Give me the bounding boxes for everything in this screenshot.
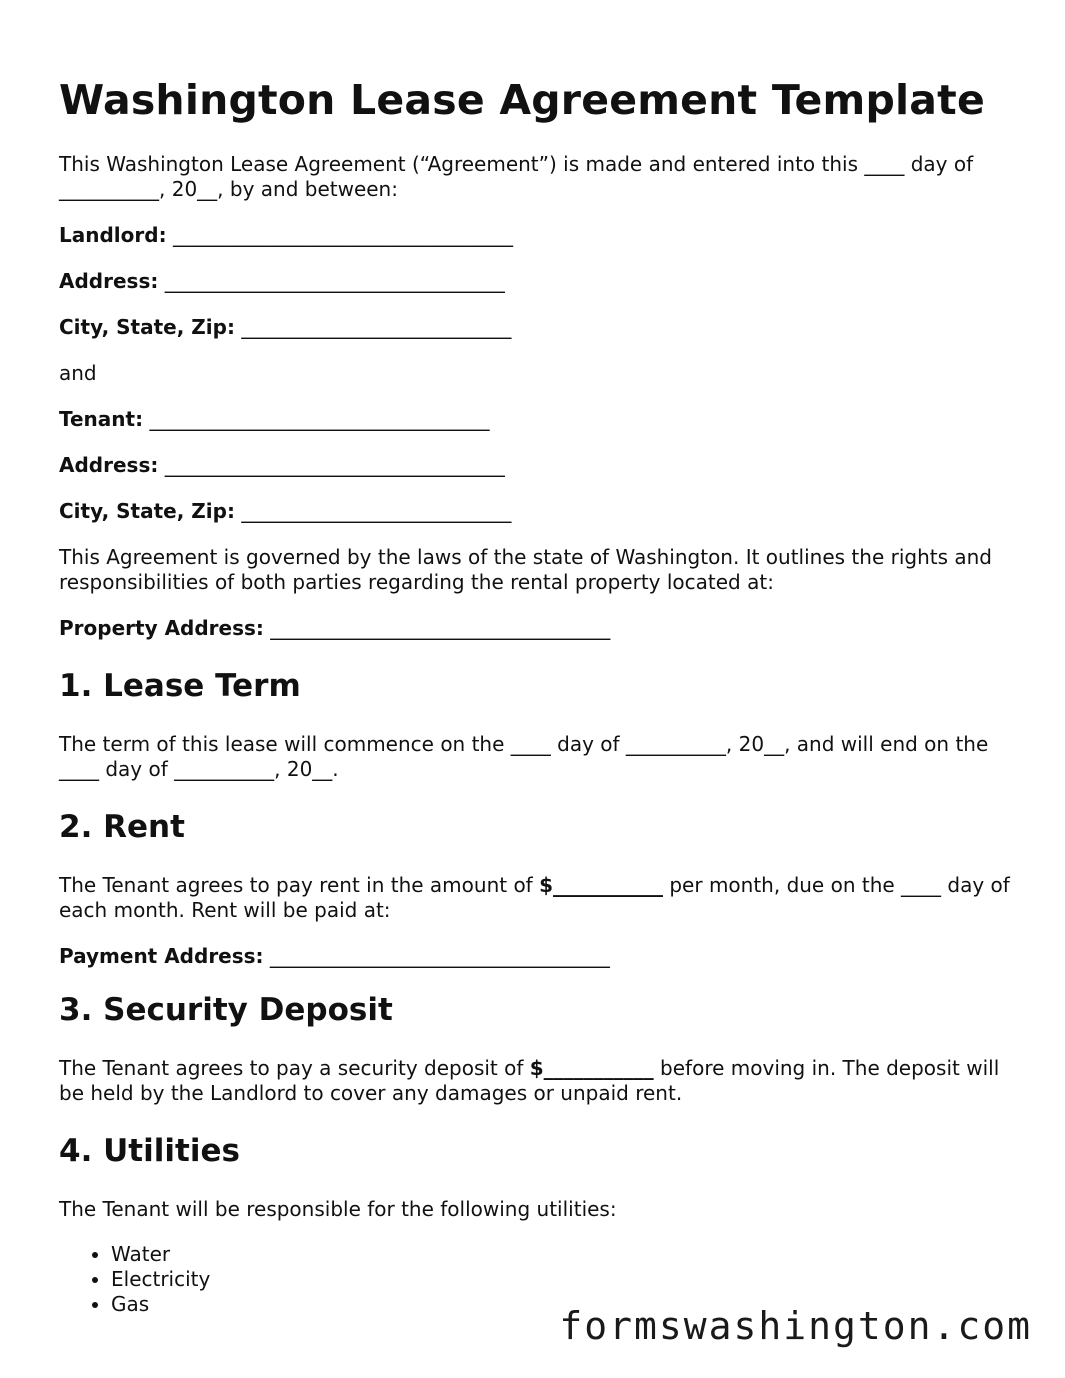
page-title: Washington Lease Agreement Template	[59, 76, 985, 124]
deposit-text-before: The Tenant agrees to pay a security deposit of	[59, 1056, 530, 1080]
tenant-address-blank: __________________________________	[164, 453, 505, 477]
section-heading-utilities: 4. Utilities	[59, 1133, 240, 1169]
landlord-name-field	[59, 223, 1019, 248]
intro-paragraph: This Washington Lease Agreement (“Agreement”) is made and entered into this ____ day of __________, 20__, by and between:	[59, 152, 974, 201]
landlord-address-blank: __________________________________	[164, 269, 505, 293]
tenant-city-field	[59, 499, 1019, 524]
tenant-address-label: Address:	[59, 453, 159, 477]
landlord-name-blank: __________________________________	[172, 223, 513, 247]
tenant-city-label: City, State, Zip:	[59, 499, 235, 523]
list-item: • Electricity	[111, 1267, 1019, 1292]
deposit-amount-blank: $___________	[529, 1056, 654, 1080]
rent-amount-blank: $___________	[539, 873, 663, 897]
tenant-address-field	[59, 453, 1019, 478]
property-address-field	[59, 616, 1019, 641]
tenant-name-blank: __________________________________	[149, 407, 490, 431]
list-item: • Water	[111, 1242, 1019, 1267]
landlord-address-field	[59, 269, 1019, 294]
deposit-text-after: before moving in. The deposit will be held by the Landlord to cover any damages or unpaid rent.	[59, 1056, 1000, 1105]
landlord-city-field	[59, 315, 1019, 340]
rent-text-before: The Tenant agrees to pay rent in the amount of	[59, 873, 540, 897]
payment-address-label: Payment Address:	[59, 944, 264, 968]
watermark: formswashington.com	[559, 1304, 1032, 1348]
rent-text-after: per month, due on the ____ day of each month. Rent will be paid at:	[59, 873, 1010, 922]
and-text: and	[59, 361, 97, 385]
section-heading-rent: 2. Rent	[59, 809, 185, 845]
rent-paragraph	[59, 873, 1019, 923]
section-heading-lease-term: 1. Lease Term	[59, 668, 301, 704]
landlord-name-label: Landlord:	[59, 223, 167, 247]
property-address-label: Property Address:	[59, 616, 264, 640]
payment-address-field	[59, 944, 1019, 969]
landlord-address-label: Address:	[59, 269, 159, 293]
property-address-blank: __________________________________	[270, 616, 611, 640]
lease-term-paragraph: The term of this lease will commence on the ____ day of __________, 20__, and will end on the ____ day of __________, 20__.	[59, 732, 989, 781]
payment-address-blank: __________________________________	[269, 944, 610, 968]
security-deposit-paragraph	[59, 1056, 1019, 1106]
landlord-city-label: City, State, Zip:	[59, 315, 235, 339]
list-item: • Gas	[111, 1292, 1019, 1317]
utilities-paragraph: The Tenant will be responsible for the following utilities:	[59, 1197, 617, 1221]
governing-paragraph: This Agreement is governed by the laws of the state of Washington. It outlines the rights and responsibilities of both parties regarding the rental property located at:	[59, 545, 992, 594]
section-heading-security-deposit: 3. Security Deposit	[59, 992, 393, 1028]
tenant-city-blank: ___________________________	[241, 499, 512, 523]
tenant-name-field	[59, 407, 1019, 432]
document-page	[59, 72, 1019, 1317]
landlord-city-blank: ___________________________	[241, 315, 512, 339]
tenant-name-label: Tenant:	[59, 407, 144, 431]
